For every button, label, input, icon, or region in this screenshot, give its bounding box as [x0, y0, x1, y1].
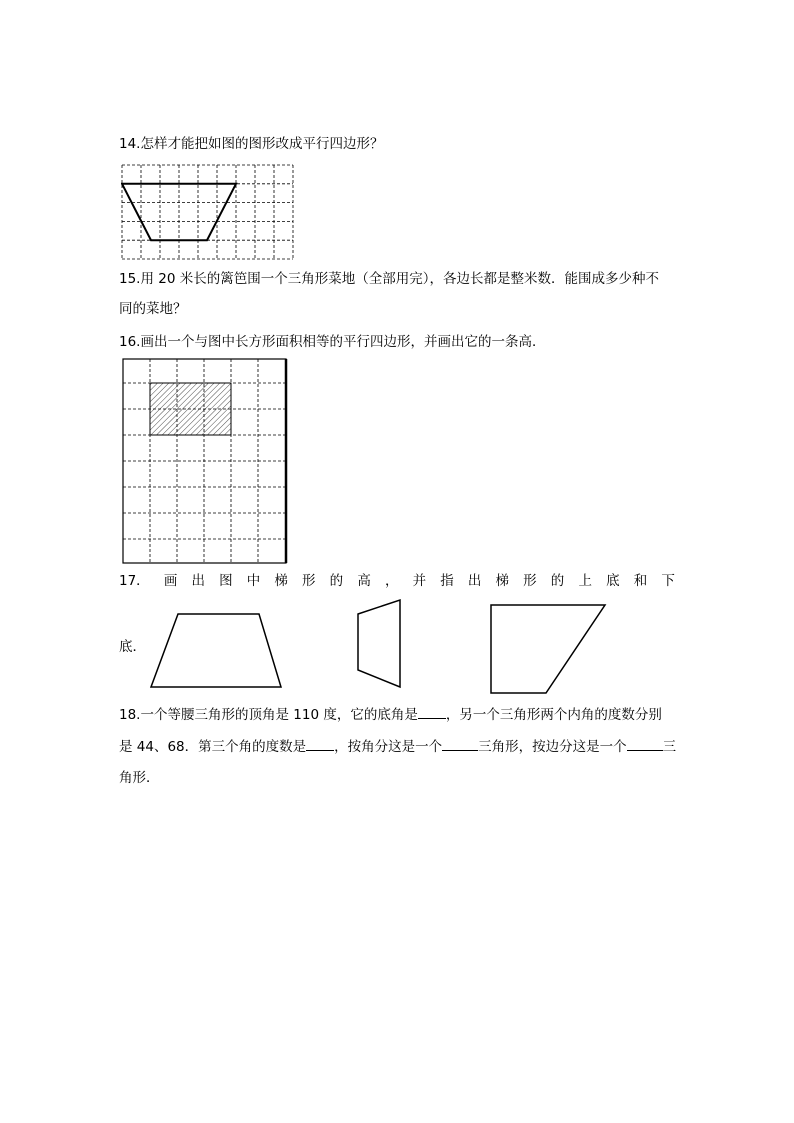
question-16: 16.画出一个与图中长方形面积相等的平行四边形，并画出它的一条高． [119, 334, 546, 350]
question-17-line-2: 底． [119, 639, 146, 655]
q17-char: 下 [661, 573, 675, 589]
q17-char: 并 [412, 573, 427, 589]
trapezoid-figures [140, 595, 620, 700]
q17-char: 高 [357, 573, 371, 589]
q17-char: 梯 [274, 573, 288, 589]
q18-text: 三 [662, 739, 677, 755]
question-18-line-2 [119, 736, 676, 757]
q17-char: ， [384, 573, 399, 589]
answer-blank-angle-type[interactable] [442, 736, 478, 751]
grid-trapezoid-figure [121, 164, 295, 260]
q17-char: 17． [119, 573, 150, 589]
q18-text: 是 44、68．第三个角的度数是 [119, 739, 307, 755]
question-17-line-1 [119, 571, 675, 591]
isosceles-trapezoid [151, 614, 281, 687]
q17-char: 出 [191, 573, 205, 589]
q17-char: 梯 [495, 573, 510, 589]
q18-text: ，按角分这是一个 [334, 739, 443, 755]
q17-char: 中 [246, 573, 261, 589]
q17-char: 的 [329, 573, 344, 589]
question-14: 14.怎样才能把如图的图形改成平行四边形？ [119, 136, 384, 152]
q17-char: 底 [606, 573, 620, 589]
question-15-line-1: 15.用 20 米长的篱笆围一个三角形菜地（全部用完），各边长都是整米数．能围成多少种不 [119, 271, 659, 287]
question-15-line-2: 同的菜地？ [119, 301, 187, 317]
q17-char: 图 [219, 573, 233, 589]
q18-text: 18.一个等腰三角形的顶角是 110 度，它的底角是 [119, 707, 418, 723]
q17-char: 形 [523, 573, 537, 589]
q17-char: 形 [302, 573, 316, 589]
q17-char: 画 [163, 573, 178, 589]
answer-blank-side-type[interactable] [627, 736, 663, 751]
answer-blank-base-angle[interactable] [418, 704, 446, 719]
grid-rectangle-figure [121, 357, 289, 565]
q17-char: 指 [440, 573, 454, 589]
right-trapezoid [491, 605, 605, 693]
q17-char: 上 [578, 573, 592, 589]
q17-char: 出 [467, 573, 482, 589]
q18-text: ，另一个三角形两个内角的度数分别 [445, 707, 662, 723]
answer-blank-third-angle[interactable] [306, 736, 334, 751]
q18-text: 三角形，按边分这是一个 [478, 739, 627, 755]
question-18-line-3: 角形． [119, 770, 160, 786]
shaded-rectangle [150, 383, 231, 435]
q17-char: 的 [550, 573, 565, 589]
narrow-trapezoid [358, 600, 400, 687]
question-18-line-1 [119, 704, 662, 725]
q17-char: 和 [633, 573, 648, 589]
